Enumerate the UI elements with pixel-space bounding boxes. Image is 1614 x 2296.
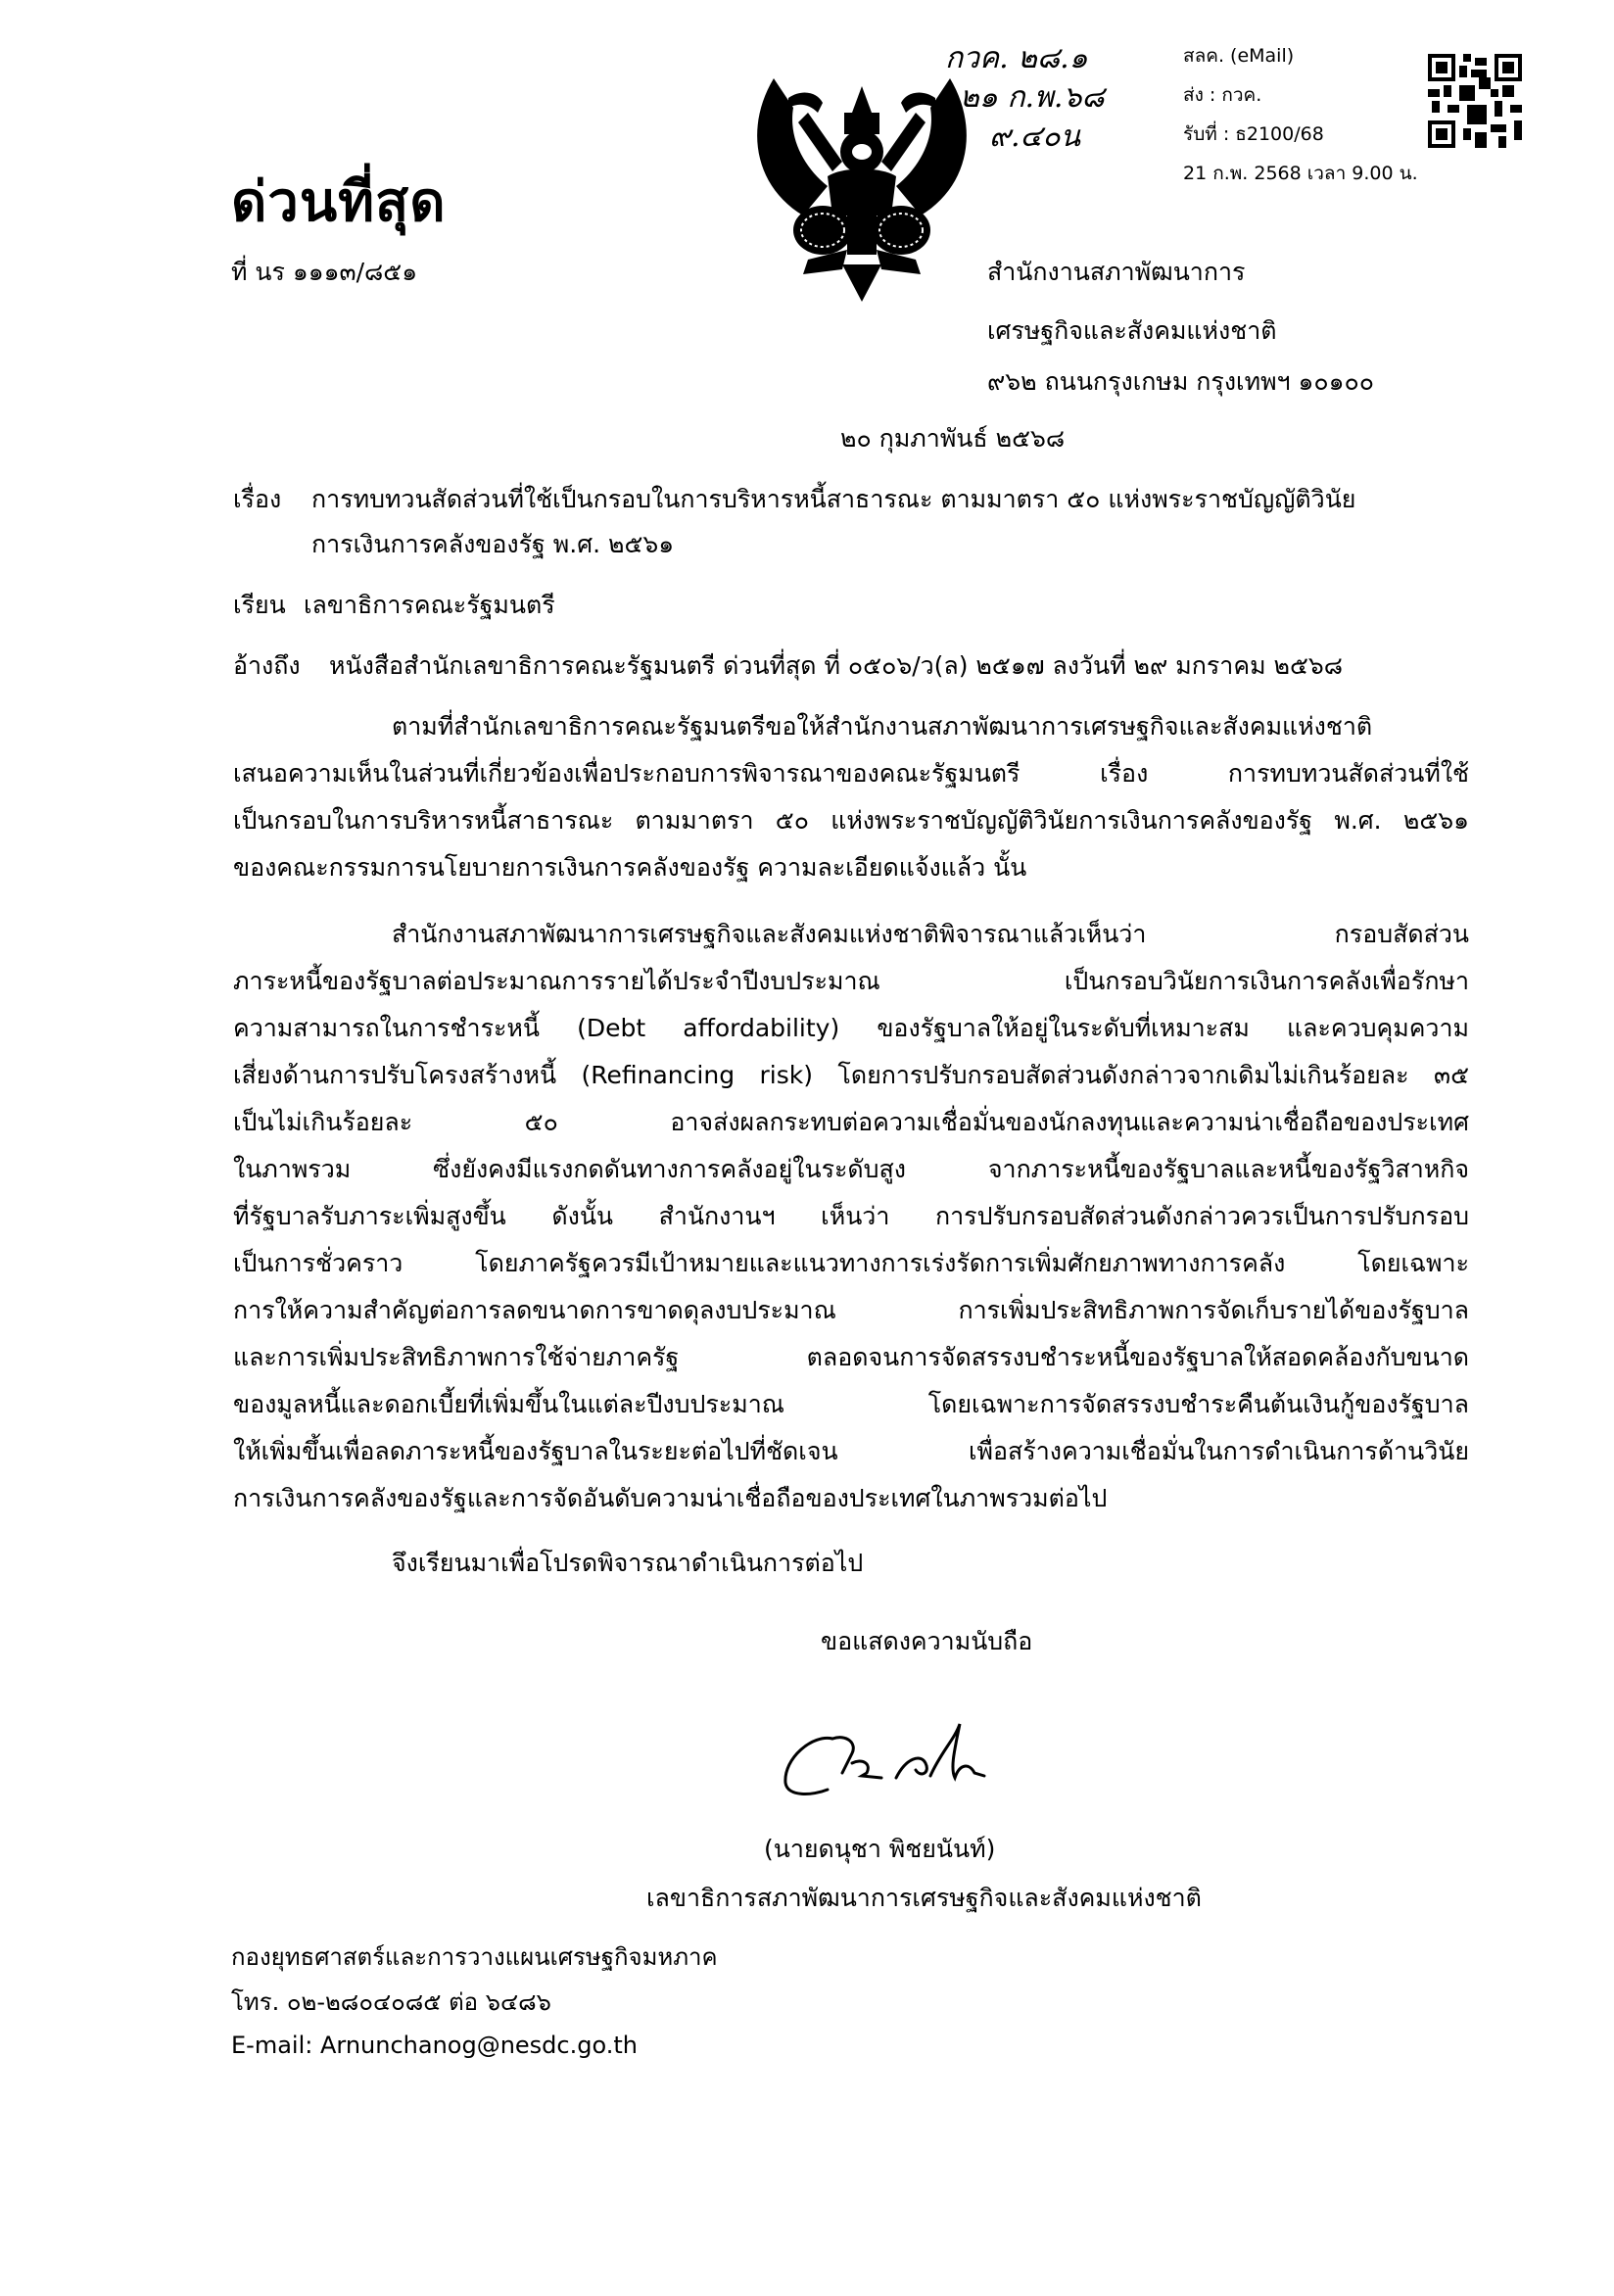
paragraph-2-line: การให้ความสำคัญต่อการลดขนาดการขาดดุลงบประมาณ การเพิ่มประสิทธิภาพการจัดเก็บรายได้ของรัฐบาล — [233, 1296, 1469, 1324]
sender-org-line: เศรษฐกิจและสังคมแห่งชาติ — [987, 316, 1277, 345]
paragraph-1-line: เป็นกรอบในการบริหารหนี้สาธารณะ ตามมาตรา ๕๐ แห่งพระราชบัญญัติวินัยการเงินการคลังของรัฐ พ.ศ. ๒๕๖๑ — [233, 806, 1469, 835]
garuda-emblem-icon — [735, 69, 989, 304]
paragraph-2-line: เป็นการชั่วคราว โดยภาครัฐควรมีเป้าหมายและแนวทางการเร่งรัดการเพิ่มศักยภาพทางการคลัง โดยเฉพาะ — [233, 1249, 1469, 1277]
paragraph-2-line: และการเพิ่มประสิทธิภาพการใช้จ่ายภาครัฐ ตลอดจนการจัดสรรงบชำระหนี้ของรัฐบาลให้สอดคล้องกับขนาด — [233, 1343, 1469, 1371]
paragraph-2-line: ที่รัฐบาลรับภาระเพิ่มสูงขึ้น ดังนั้น สำนักงานฯ เห็นว่า การปรับกรอบสัดส่วนดังกล่าวควรเป็นการปรับกรอบ — [233, 1202, 1469, 1230]
signatory-position: เลขาธิการสภาพัฒนาการเศรษฐกิจและสังคมแห่งชาติ — [646, 1884, 1202, 1912]
handwritten-note-line: ๙.๔๐น — [989, 120, 1081, 154]
paragraph-1-line: ของคณะกรรมการนโยบายการเงินการคลังของรัฐ ความละเอียดแจ้งแล้ว นั้น — [233, 853, 1027, 882]
handwritten-note-line: ๒๑ ก.พ.๖๘ — [960, 80, 1105, 115]
handwritten-note-line: กวค. ๒๘.๑ — [945, 41, 1088, 75]
contact-phone: โทร. ๐๒-๒๘๐๔๐๘๕ ต่อ ๖๔๘๖ — [231, 1988, 551, 2016]
paragraph-2-line: สำนักงานสภาพัฒนาการเศรษฐกิจและสังคมแห่งชาติพิจารณาแล้วเห็นว่า กรอบสัดส่วน — [392, 920, 1469, 948]
receipt-stamp-line: สลค. (eMail) — [1183, 45, 1295, 67]
receipt-stamp-line: รับที่ : ธ2100/68 — [1183, 123, 1324, 145]
paragraph-2-line: การเงินการคลังของรัฐและการจัดอันดับความน่าเชื่อถือของประเทศในภาพรวมต่อไป — [233, 1484, 1108, 1512]
paragraph-2-line: เป็นไม่เกินร้อยละ ๕๐ อาจส่งผลกระทบต่อความเชื่อมั่นของนักลงทุนและความน่าเชื่อถือของประเทศ — [233, 1108, 1469, 1136]
subject-label: เรื่อง — [233, 485, 282, 513]
subject-line: การทบทวนสัดส่วนที่ใช้เป็นกรอบในการบริหารหนี้สาธารณะ ตามมาตรา ๕๐ แห่งพระราชบัญญัติวินัย — [311, 485, 1356, 513]
signatory-name: (นายดนุชา พิชยนันท์) — [764, 1835, 996, 1863]
paragraph-2-line: ความสามารถในการชำระหนี้ (Debt affordability) ของรัฐบาลให้อยู่ในระดับที่เหมาะสม และควบคุมความ — [233, 1014, 1469, 1042]
handwritten-signature-icon — [774, 1709, 1068, 1807]
receipt-stamp-line: ส่ง : กวค. — [1183, 84, 1262, 106]
sender-org-address: ๙๖๒ ถนนกรุงเกษม กรุงเทพฯ ๑๐๑๐๐ — [987, 367, 1375, 396]
sender-org-line: สำนักงานสภาพัฒนาการ — [987, 258, 1246, 286]
recipient-value: เลขาธิการคณะรัฐมนตรี — [304, 591, 555, 619]
paragraph-2-line: ในภาพรวม ซึ่งยังคงมีแรงกดดันทางการคลังอยู่ในระดับสูง จากภาระหนี้ของรัฐบาลและหนี้ของรัฐวิสาหกิจ — [233, 1155, 1469, 1183]
paragraph-2-line: เสี่ยงด้านการปรับโครงสร้างหนี้ (Refinancing risk) โดยการปรับกรอบสัดส่วนดังกล่าวจากเดิมไม่เกินร้อยละ ๓๕ — [233, 1061, 1469, 1089]
contact-email[interactable]: E-mail: Arnunchanog@nesdc.go.th — [231, 2032, 638, 2059]
recipient-label: เรียน — [233, 591, 286, 619]
paragraph-2-line: ของมูลหนี้และดอกเบี้ยที่เพิ่มขึ้นในแต่ละปีงบประมาณ โดยเฉพาะการจัดสรรงบชำระคืนต้นเงินกู้ของรัฐบาล — [233, 1390, 1469, 1418]
paragraph-2-line: ให้เพิ่มขึ้นเพื่อลดภาระหนี้ของรัฐบาลในระยะต่อไปที่ชัดเจน เพื่อสร้างความเชื่อมั่นในการดำเนินการด้านวินัย — [233, 1437, 1469, 1465]
reference-label: อ้างถึง — [233, 651, 301, 680]
closing-request: จึงเรียนมาเพื่อโปรดพิจารณาดำเนินการต่อไป — [392, 1549, 864, 1577]
subject-line: การเงินการคลังของรัฐ พ.ศ. ๒๕๖๑ — [311, 530, 675, 558]
paragraph-1-line: ตามที่สำนักเลขาธิการคณะรัฐมนตรีขอให้สำนักงานสภาพัฒนาการเศรษฐกิจและสังคมแห่งชาติ — [392, 712, 1373, 741]
document-date: ๒๐ กุมภาพันธ์ ๒๕๖๘ — [840, 424, 1066, 453]
contact-division: กองยุทธศาสตร์และการวางแผนเศรษฐกิจมหภาค — [231, 1943, 718, 1971]
document-number: ที่ นร ๑๑๑๓/๘๕๑ — [231, 258, 418, 286]
receipt-stamp-line: 21 ก.พ. 2568 เวลา 9.00 น. — [1183, 163, 1418, 184]
paragraph-2-line: ภาระหนี้ของรัฐบาลต่อประมาณการรายได้ประจำปีงบประมาณ เป็นกรอบวินัยการเงินการคลังเพื่อรักษา — [233, 967, 1469, 995]
salutation: ขอแสดงความนับถือ — [821, 1627, 1033, 1655]
paragraph-1-line: เสนอความเห็นในส่วนที่เกี่ยวข้องเพื่อประกอบการพิจารณาของคณะรัฐมนตรี เรื่อง การทบทวนสัดส่วนที่ใช้ — [233, 759, 1469, 788]
qr-code-icon — [1428, 54, 1522, 148]
urgency-heading: ด่วนที่สุด — [231, 170, 447, 234]
reference-value: หนังสือสำนักเลขาธิการคณะรัฐมนตรี ด่วนที่สุด ที่ ๐๕๐๖/ว(ล) ๒๕๑๗ ลงวันที่ ๒๙ มกราคม ๒๕๖๘ — [329, 651, 1344, 680]
